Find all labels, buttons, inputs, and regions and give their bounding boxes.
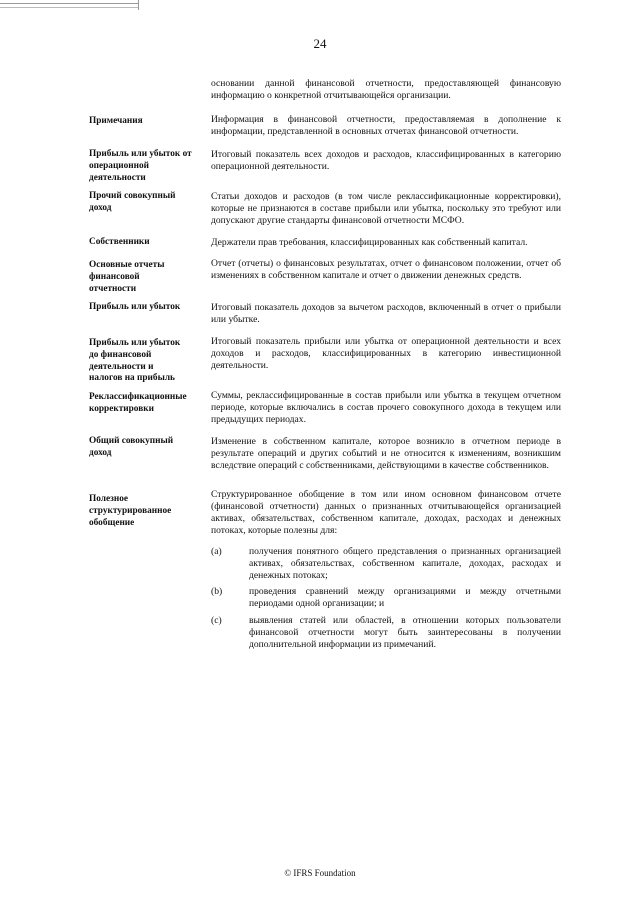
glossary-definition: Итоговый показатель доходов за вычетом расходов, включенный в отчет о прибыли или убытке. [211, 302, 561, 325]
glossary-definition: Информация в финансовой отчетности, предоставляемая в дополнение к информации, представленной в основных отчетах финансовой отчетности. [211, 114, 561, 137]
glossary-term: Реклассификационные корректировки [89, 392, 187, 414]
glossary-definition: Суммы, реклассифицированные в состав прибыли или убытка в текущем отчетном периоде, которые включались в состав прочего совокупного дохода в текущем или предыдущих периодах. [211, 390, 561, 425]
glossary-term: Собственники [89, 237, 150, 247]
footer-copyright: © IFRS Foundation [284, 868, 356, 878]
page-number: 24 [313, 36, 327, 51]
list-item-text: получения понятного общего представления о признанных организацией активах, обязательствах, собственном капитале, доходах, расходах и денежных потоках; [249, 546, 561, 581]
list-item-label: (a) [211, 546, 222, 557]
scan-corner-mark [0, 0, 140, 12]
glossary-term: Основные отчеты финансовой отчетности [89, 260, 165, 294]
glossary-definition: Статьи доходов и расходов (в том числе реклассификационные корректировки), которые не признаются в составе прибыли или убытка, поскольку это требуют или допускают другие стандарты финансовой отчетности МСФО. [211, 191, 561, 226]
list-item-text: выявления статей или областей, в отношении которых пользователи финансовой отчетности могут быть заинтересованы в получении дополнительной информации из примечаний. [249, 615, 561, 650]
glossary-term: Прочий совокупный доход [89, 191, 176, 213]
list-item-label: (b) [211, 586, 223, 597]
glossary-definition: Изменение в собственном капитале, которое возникло в отчетном периоде в результате операций и других событий и не относится к изменениям, возникшим вследствие операций с собственниками, действующими в качестве собственников. [211, 436, 561, 471]
glossary-term: Прибыль или убыток от операционной деятельности [89, 149, 192, 183]
glossary-term: Прибыль или убыток до финансовой деятельности и налогов на прибыль [89, 338, 181, 384]
glossary-definition: Отчет (отчеты) о финансовых результатах, отчет о финансовом положении, отчет об изменениях в собственном капитале и отчет о движении денежных средств. [211, 258, 561, 281]
glossary-term: Общий совокупный доход [89, 436, 174, 458]
glossary-definition: Держатели прав требования, классифицированных как собственный капитал. [211, 237, 528, 248]
glossary-term: Прибыль или убыток [89, 302, 181, 312]
list-item-label: (c) [211, 615, 222, 626]
glossary-definition: Структурированное обобщение в том или ином основном финансовом отчете (финансовой отчетности) данных о признанных отчитывающейся организацией активах, обязательствах, собственном капитале, доходах, расходах и денежных потоках, которые полезны для: [211, 489, 561, 536]
intro-paragraph: основании данной финансовой отчетности, предоставляющей финансовую информацию о конкретной отчитывающейся организации. [211, 78, 561, 101]
glossary-term: Полезное структурированное обобщение [89, 494, 172, 528]
glossary-definition: Итоговый показатель прибыли или убытка от операционной деятельности и всех доходов и расходов, классифицированных в категорию инвестиционной деятельности. [211, 336, 561, 371]
glossary-term: Примечания [89, 116, 143, 126]
list-item-text: проведения сравнений между организациями и между отчетными периодами одной организации; и [249, 586, 561, 609]
glossary-definition: Итоговый показатель всех доходов и расходов, классифицированных в категорию операционной деятельности. [211, 149, 561, 172]
